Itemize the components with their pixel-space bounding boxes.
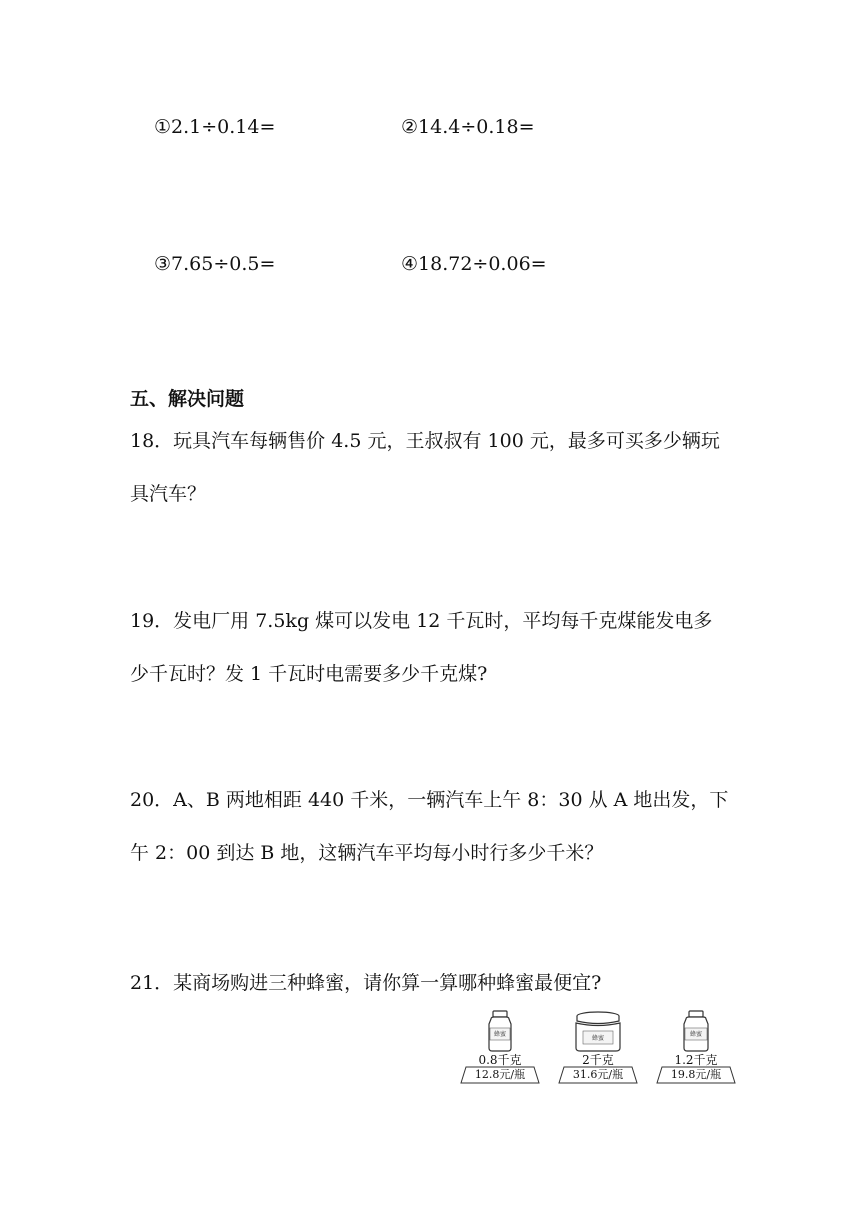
calc-2: ②14.4÷0.18= <box>401 116 535 138</box>
problem-line: 午 2：00 到达 B 地，这辆汽车平均每小时行多少千米？ <box>130 842 604 864</box>
price-tag <box>558 1066 638 1084</box>
calc-3: ③7.65÷0.5= <box>154 253 276 275</box>
jar-label: 蜂蜜 <box>493 1031 507 1038</box>
problem-20 <box>130 774 740 880</box>
problem-line: 21．某商场购进三种蜂蜜，请你算一算哪种蜂蜜最便宜? <box>130 972 602 994</box>
price-tag <box>460 1066 540 1084</box>
price-tag <box>656 1066 736 1084</box>
problem-line: 18．玩具汽车每辆售价 4.5 元，王叔叔有 100 元，最多可买多少辆玩 <box>130 430 720 452</box>
section-heading: 五、解决问题 <box>130 388 245 410</box>
honey-jar-icon <box>573 1010 623 1052</box>
honey-jar-small <box>460 1010 540 1084</box>
honey-jar-large <box>558 1010 638 1084</box>
honey-price: 19.8元/瓶 <box>670 1068 722 1081</box>
jar-label: 蜂蜜 <box>689 1031 703 1038</box>
problem-18 <box>130 415 740 521</box>
honey-jar-medium <box>656 1010 736 1084</box>
honey-jars-figure <box>460 1010 740 1095</box>
honey-jar-icon <box>485 1010 515 1052</box>
problem-21 <box>130 957 740 1010</box>
honey-weight: 1.2千克 <box>674 1053 718 1067</box>
honey-jar-icon <box>680 1010 712 1052</box>
calc-1: ①2.1÷0.14= <box>154 116 276 138</box>
honey-weight: 2千克 <box>582 1053 614 1067</box>
problem-line: 少千瓦时？发 1 千瓦时电需要多少千克煤? <box>130 663 488 685</box>
problem-line: 19．发电厂用 7.5kg 煤可以发电 12 千瓦时，平均每千克煤能发电多 <box>130 610 713 632</box>
jar-label: 蜂蜜 <box>591 1035 605 1042</box>
honey-price: 31.6元/瓶 <box>572 1068 624 1081</box>
calc-4: ④18.72÷0.06= <box>401 253 547 275</box>
honey-price: 12.8元/瓶 <box>474 1068 526 1081</box>
problem-19 <box>130 595 740 701</box>
problem-line: 20．A、B 两地相距 440 千米，一辆汽车上午 8：30 从 A 地出发，下 <box>130 789 729 811</box>
problem-line: 具汽车？ <box>130 483 207 505</box>
honey-weight: 0.8千克 <box>478 1053 522 1067</box>
